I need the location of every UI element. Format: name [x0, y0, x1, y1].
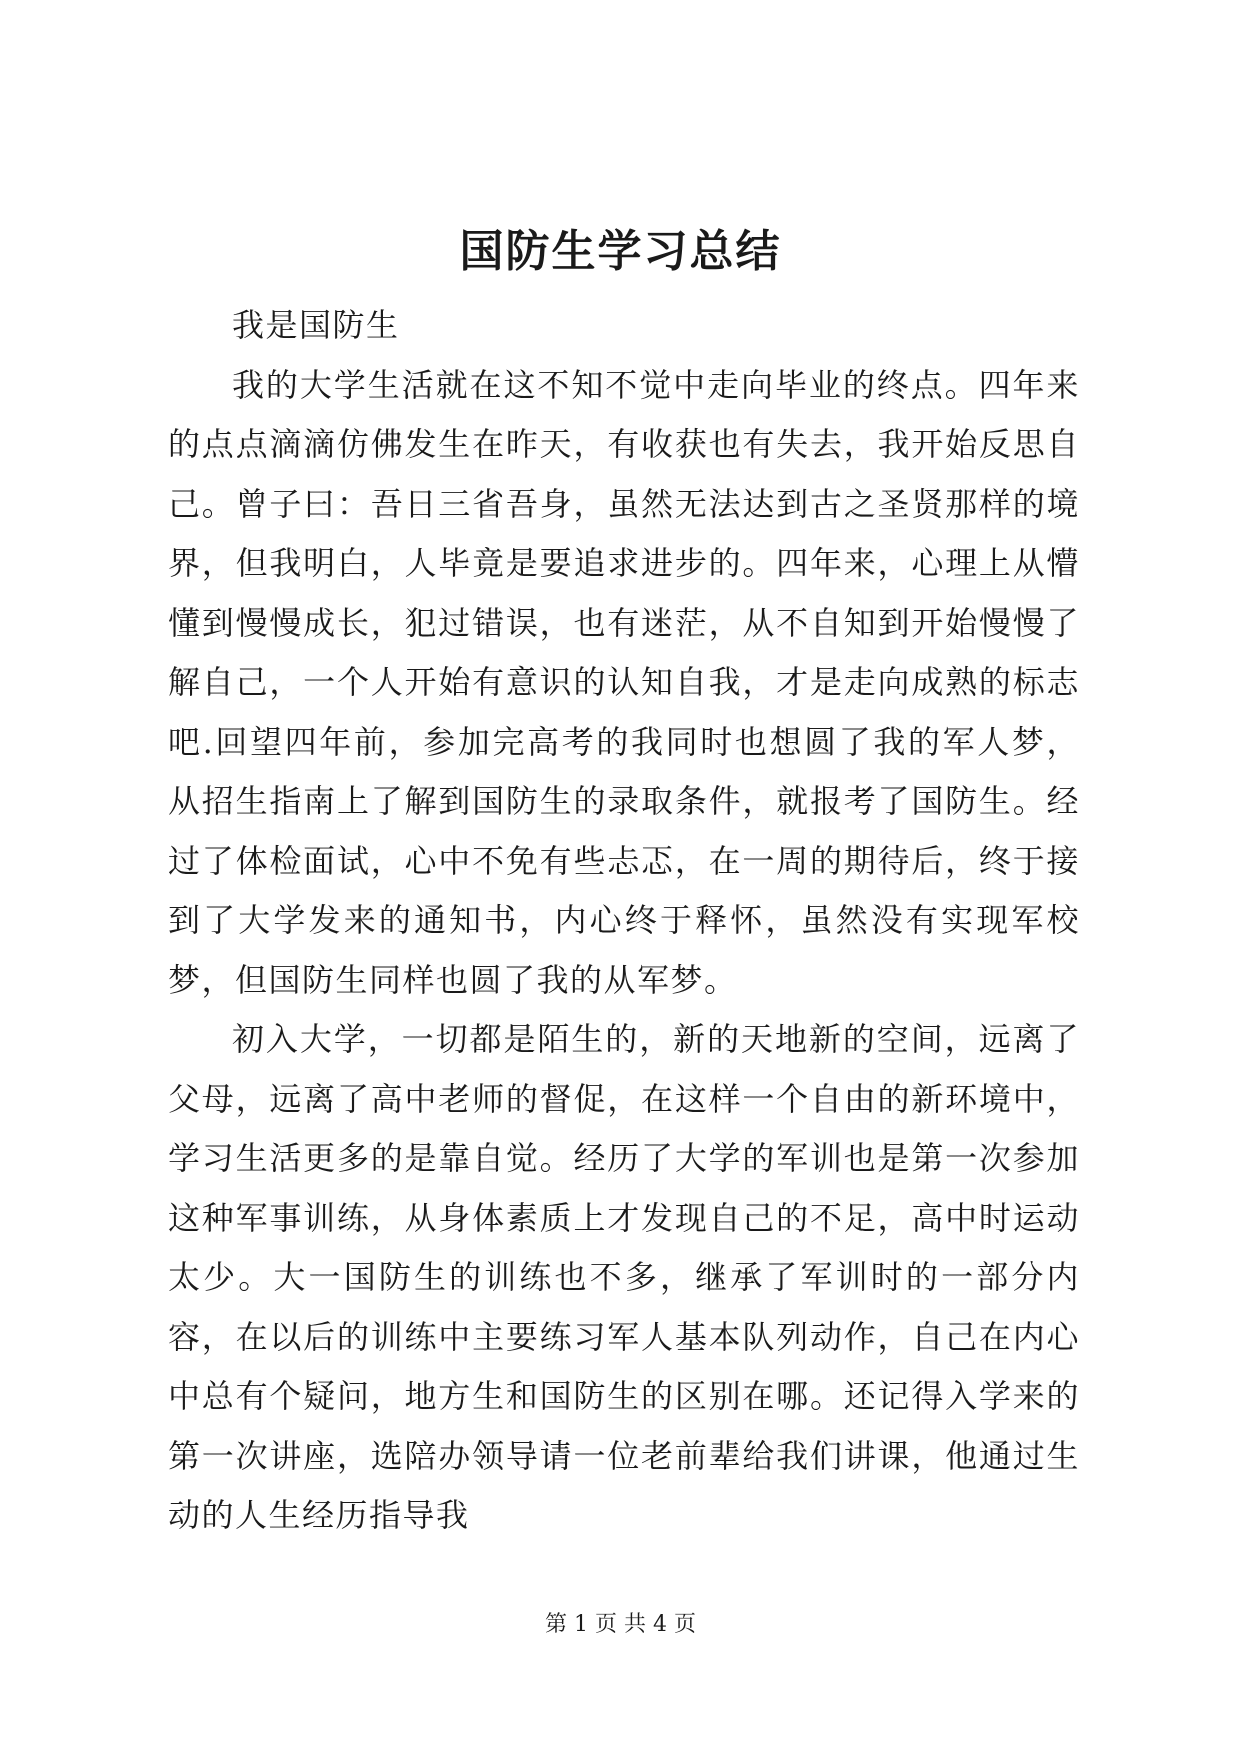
- body-paragraph: 初入大学，一切都是陌生的，新的天地新的空间，远离了父母，远离了高中老师的督促，在这样一个自由的新环境中，学习生活更多的是靠自觉。经历了大学的军训也是第一次参加这种军事训练，从身体素质上才发现自己的不足，高中时运动太少。大一国防生的训练也不多，继承了军训时的一部分内容，在以后的训练中主要练习军人基本队列动作，自己在内心中总有个疑问，地方生和国防生的区别在哪。还记得入学来的第一次讲座，选陪办领导请一位老前辈给我们讲课，他通过生动的人生经历指导我: [168, 1020, 1080, 1534]
- document-body: [168, 296, 1080, 1546]
- document-title: 国防生学习总结: [459, 226, 782, 277]
- document-subtitle: 我是国防生: [232, 306, 400, 344]
- body-paragraph: 我的大学生活就在这不知不觉中走向毕业的终点。四年来的点点滴滴仿佛发生在昨天，有收获也有失去，我开始反思自己。曾子曰：吾日三省吾身，虽然无法达到古之圣贤那样的境界，但我明白，人毕竟是要追求进步的。四年来，心理上从懵懂到慢慢成长，犯过错误，也有迷茫，从不自知到开始慢慢了解自己，一个人开始有意识的认知自我，才是走向成熟的标志吧.回望四年前，参加完高考的我同时也想圆了我的军人梦，从招生指南上了解到国防生的录取条件，就报考了国防生。经过了体检面试，心中不免有些忐忑，在一周的期待后，终于接到了大学发来的通知书，内心终于释怀，虽然没有实现军校梦，但国防生同样也圆了我的从军梦。: [168, 365, 1080, 999]
- page-number-footer: 第 1 页 共 4 页: [545, 1612, 696, 1637]
